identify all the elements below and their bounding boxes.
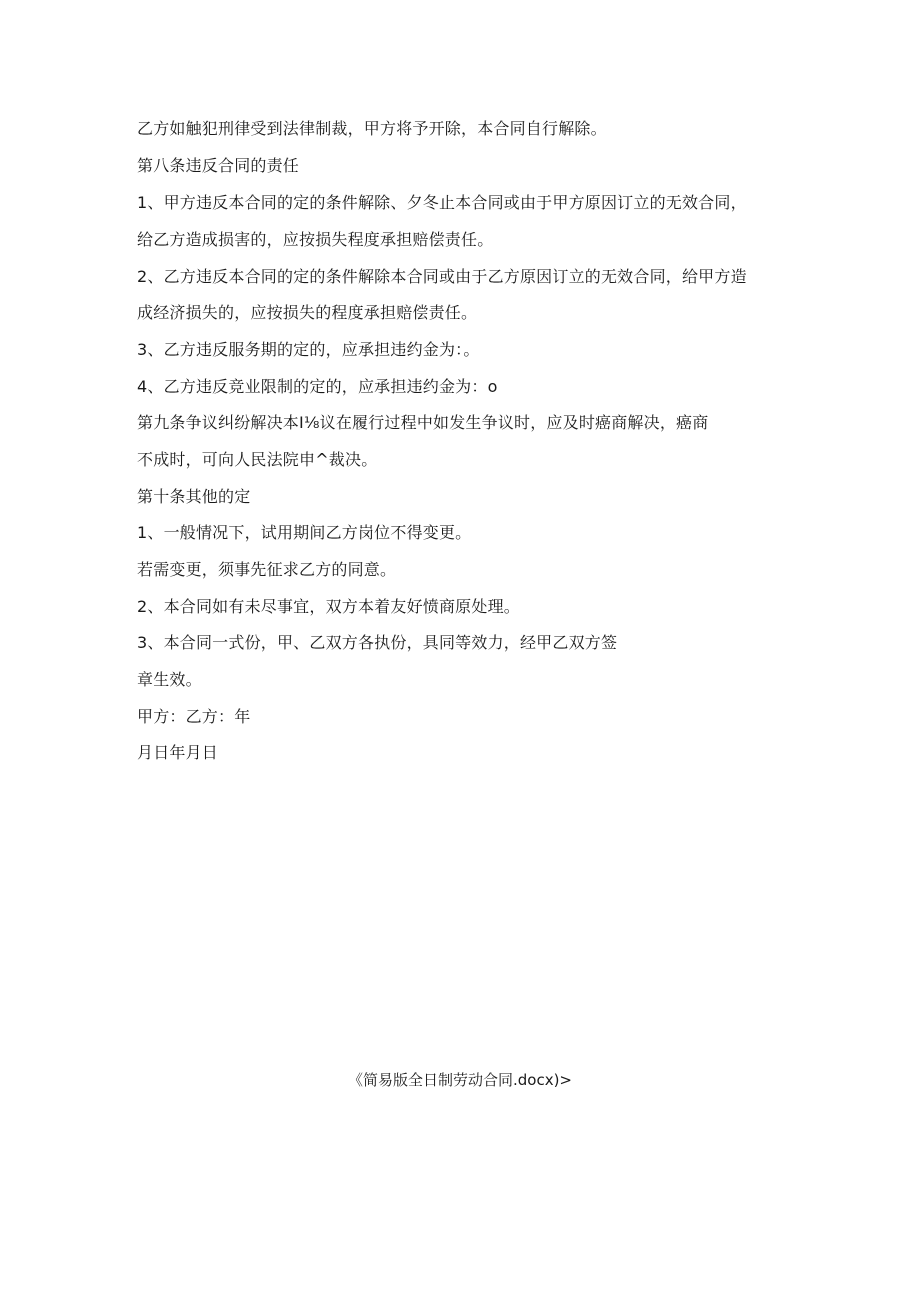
paragraph-line-1: 乙方如触犯刑律受到法律制裁，甲方将予开除，本合同自行解除。	[137, 119, 607, 138]
paragraph-line-15: 3、本合同一式份，甲、乙双方各执份，具同等效力，经甲乙双方签	[137, 633, 618, 652]
paragraph-line-13: 若需变更，须事先征求乙方的同意。	[137, 560, 397, 579]
document-footer-filename: 《简易版全日制劳动合同.docx)>	[347, 1071, 572, 1089]
paragraph-line-8: 4、乙方违反竞业限制的定的，应承担违约金为：o	[137, 377, 498, 396]
paragraph-line-3: 1、甲方违反本合同的定的条件解除、夕冬止本合同或由于甲方原因订立的无效合同，	[137, 193, 747, 212]
paragraph-line-7: 3、乙方违反服务期的定的，应承担违约金为：。	[137, 340, 480, 359]
paragraph-line-4: 给乙方造成损害的，应按损失程度承担赔偿责任。	[137, 230, 494, 249]
section-heading-10: 第十条其他的定	[137, 487, 251, 506]
section-heading-9: 第九条争议纠纷解决本I⅛议在履行过程中如发生争议时，应及时癌商解决，癌商	[137, 413, 709, 432]
paragraph-line-14: 2、本合同如有未尽事宜，双方本着友好愤商原处理。	[137, 597, 520, 616]
signature-date-line: 月日年月日	[137, 743, 219, 762]
paragraph-line-12: 1、一般情况下，试用期间乙方岗位不得变更。	[137, 523, 472, 542]
paragraph-line-10: 不成时，可向人民法院申^裁决。	[137, 450, 378, 469]
paragraph-line-6: 成经济损失的，应按损失的程度承担赔偿责任。	[137, 303, 478, 322]
signature-parties-line: 甲方：乙方：年	[137, 707, 251, 726]
paragraph-line-5: 2、乙方违反本合同的定的条件解除本合同或由于乙方原因订立的无效合同，给甲方造	[137, 267, 747, 286]
paragraph-line-16: 章生效。	[137, 670, 202, 689]
section-heading-8: 第八条违反合同的责任	[137, 156, 300, 175]
